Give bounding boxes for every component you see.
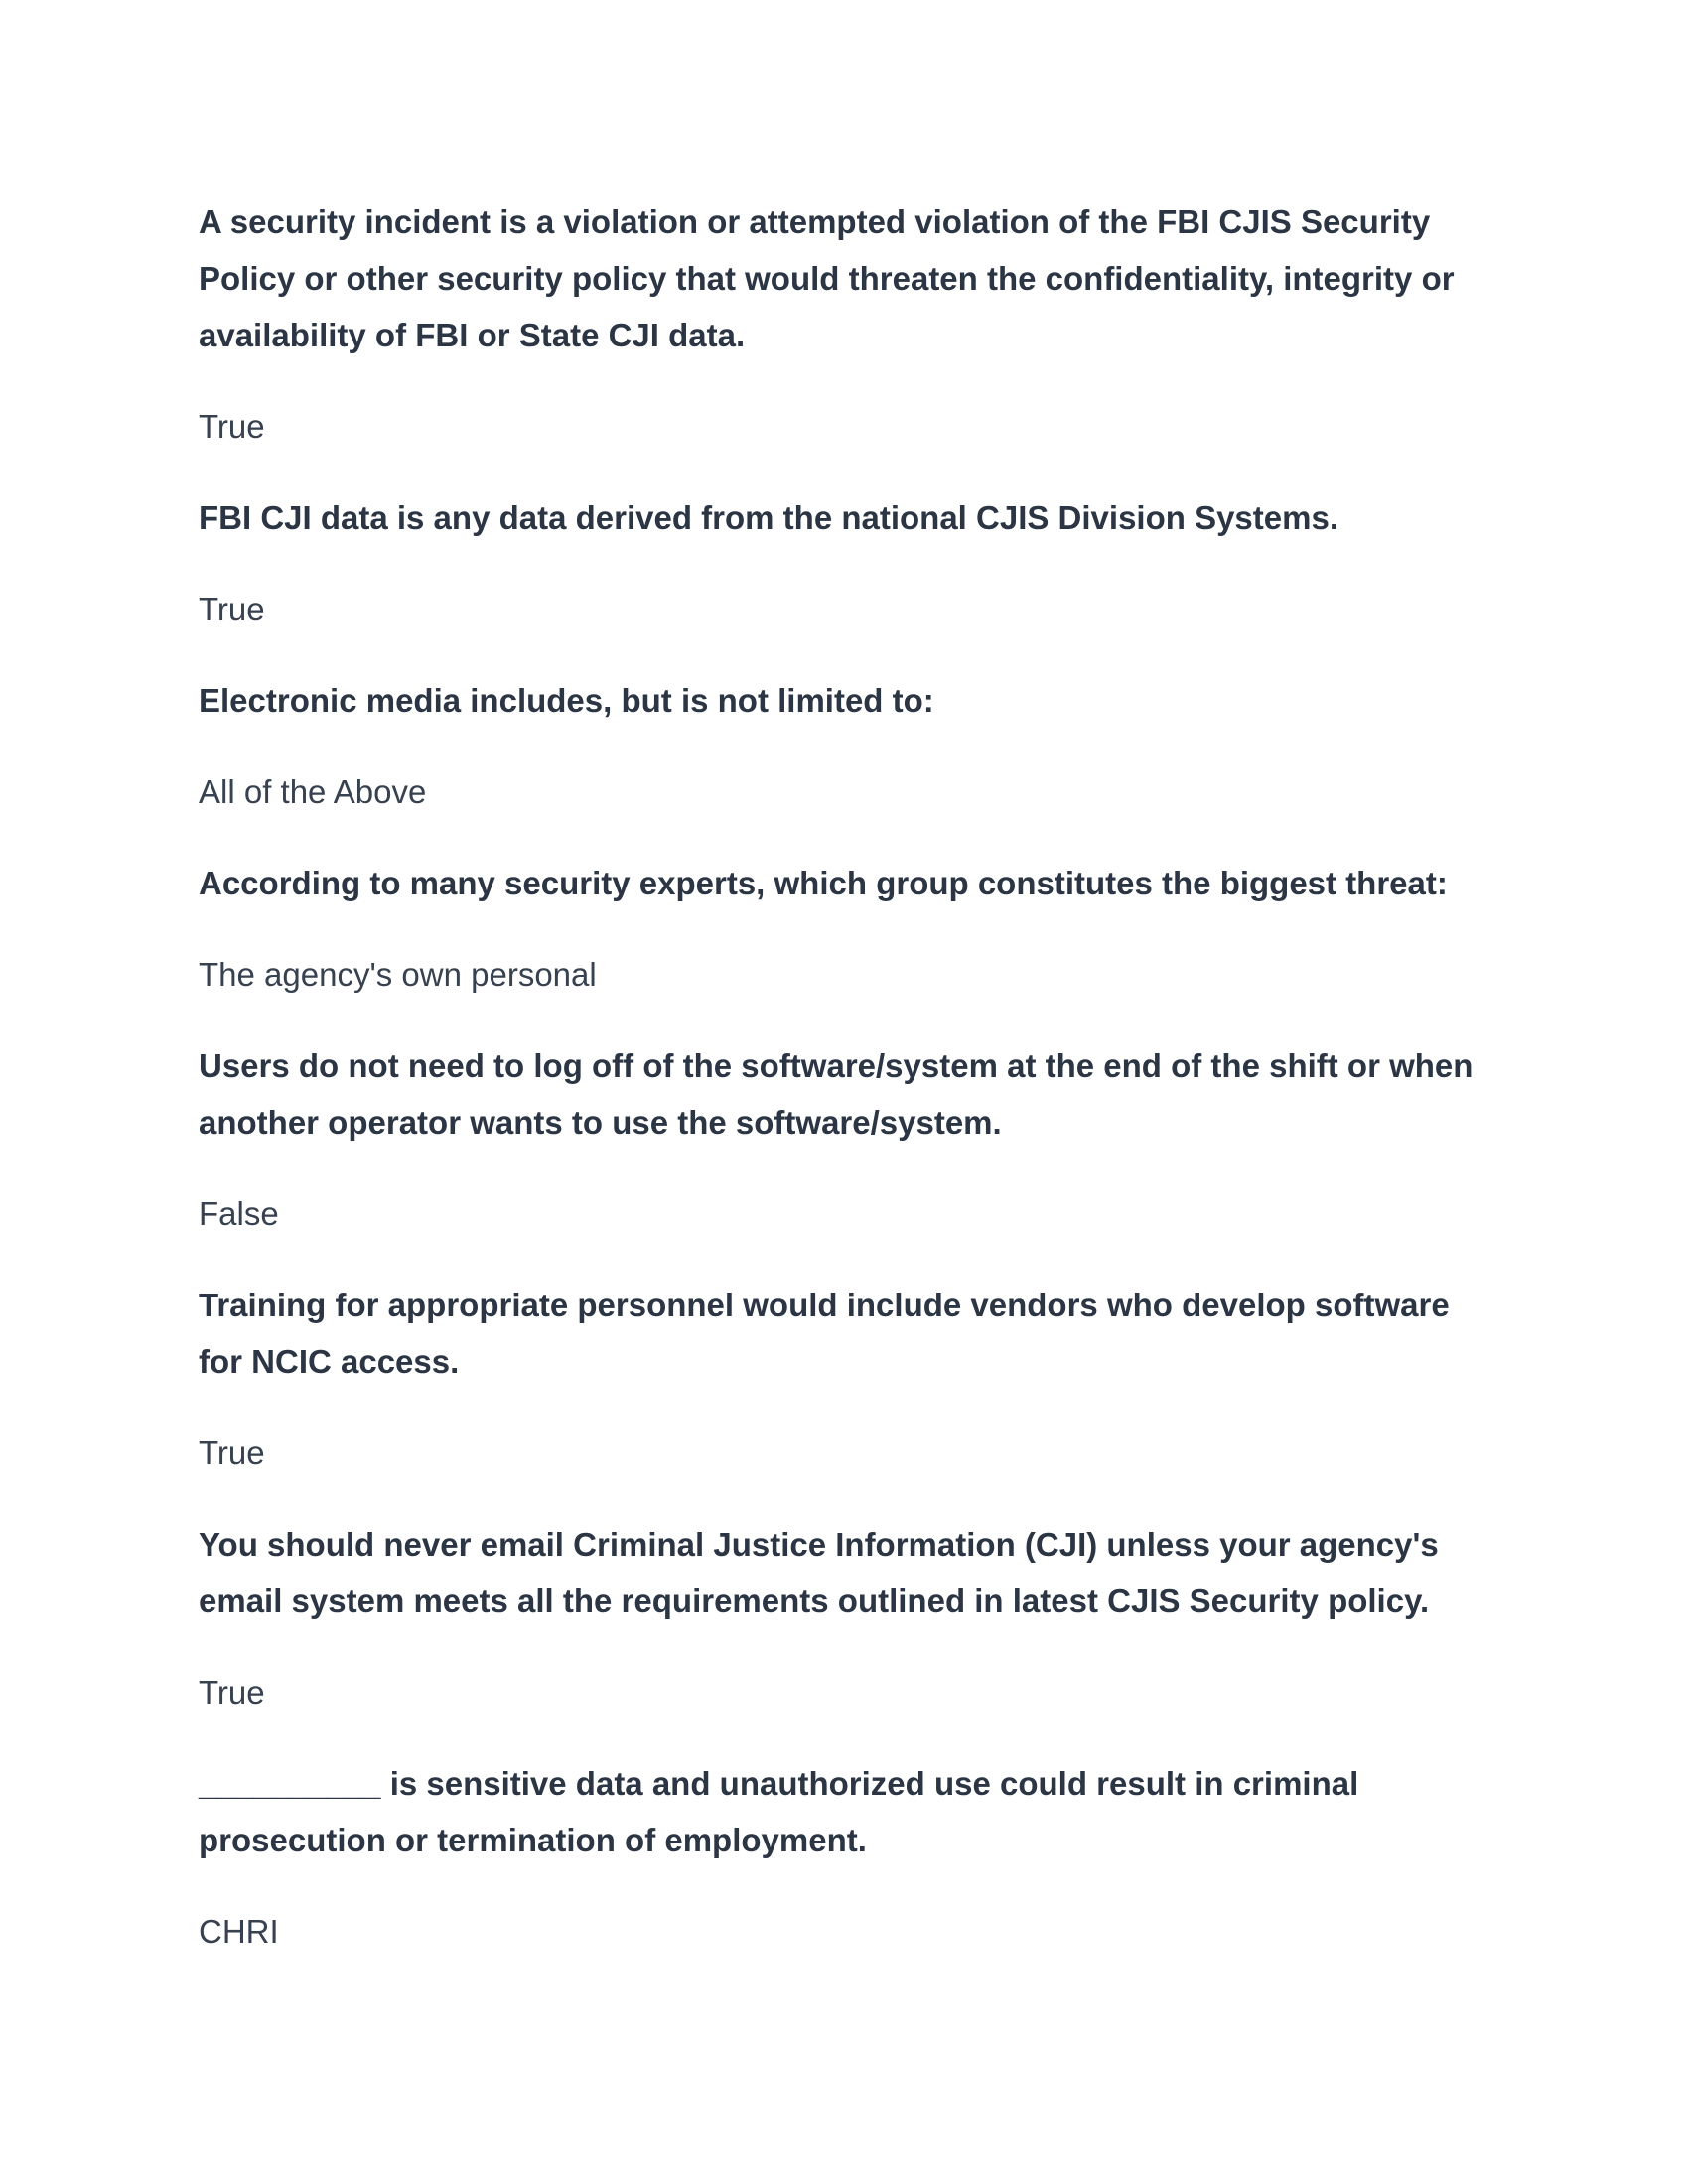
question-2: FBI CJI data is any data derived from the national CJIS Division Systems.: [199, 499, 1338, 536]
answer-1: True: [199, 408, 265, 445]
question-3: Electronic media includes, but is not limited to:: [199, 682, 934, 719]
answer-6: True: [199, 1434, 265, 1471]
question-6: Training for appropriate personnel would include vendors who develop software for NCIC access.: [199, 1287, 1450, 1380]
question-7: You should never email Criminal Justice Information (CJI) unless your agency's email system meets all the requirements outlined in latest CJIS Security policy.: [199, 1526, 1439, 1619]
answer-3: All of the Above: [199, 773, 427, 810]
question-4: According to many security experts, which group constitutes the biggest threat:: [199, 865, 1448, 901]
answer-2: True: [199, 591, 265, 627]
answer-7: True: [199, 1674, 265, 1710]
answer-5: False: [199, 1195, 279, 1232]
answer-8: CHRI: [199, 1913, 279, 1950]
question-8: __________ is sensitive data and unauthorized use could result in criminal prosecution or termination of employment.: [199, 1765, 1359, 1858]
question-5: Users do not need to log off of the software/system at the end of the shift or when another operator wants to use the software/system.: [199, 1047, 1474, 1141]
answer-4: The agency's own personal: [199, 956, 597, 993]
question-1: A security incident is a violation or attempted violation of the FBI CJIS Security Policy or other security policy that would threaten the confidentiality, integrity or availability of FBI or State CJI data.: [199, 204, 1455, 353]
